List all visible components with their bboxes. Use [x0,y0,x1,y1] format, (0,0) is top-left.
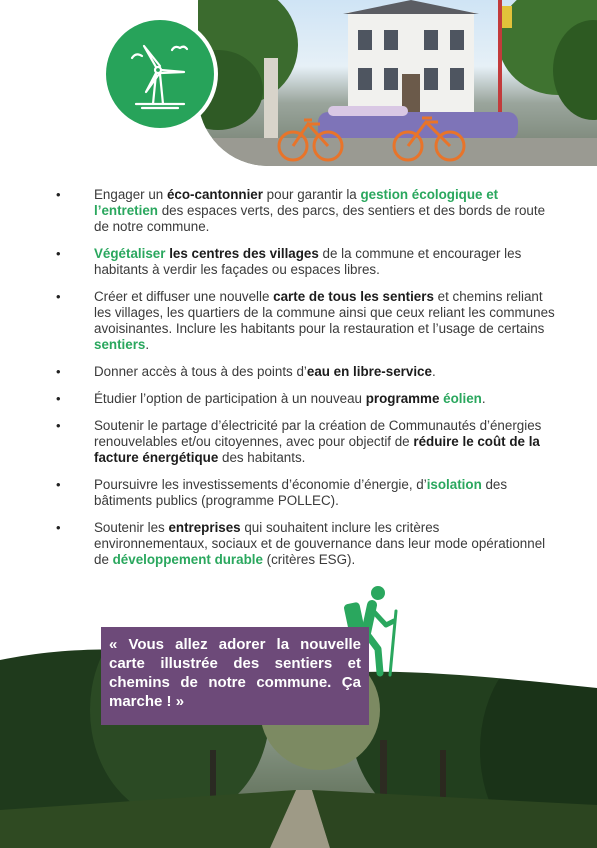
highlight-text: carte de tous les sentiers [273,289,434,304]
list-text: de la commune et encourager les habitants à verdir les façades ou espaces libres. [94,246,522,277]
list-text: des espaces verts, des parcs, des sentiers et des bords de route de notre commune. [94,203,546,234]
list-text: pour garantir la [262,187,361,202]
highlight-text: sentiers [94,337,146,352]
list-text: des bâtiments publics (programme POLLEC). [94,477,508,508]
list-text: Soutenir les [94,520,169,535]
eco-badge [106,20,214,128]
list-text: Créer et diffuser une nouvelle [94,289,274,304]
highlight-text: programme [365,391,440,406]
highlight-text: gestion écologique et l’entretien [94,187,499,218]
bullet-marker: • [56,364,61,379]
bullet-marker: • [56,187,61,202]
bullet-marker: • [56,391,61,406]
quote-box: « Vous allez adorer la nouvelle carte illustrée des sentiers et chemins de notre commune. Ça marche ! » [101,627,369,725]
list-item [56,289,556,353]
list-text: Étudier l’option de participation à un nouveau [94,391,366,406]
highlight-text: les centres des villages [165,246,319,261]
list-item [56,391,556,407]
list-text: . [481,391,486,406]
bullet-marker: • [56,246,61,261]
list-text: Soutenir le partage d’électricité par la création de Communautés d’énergies renouvelables et/ou citoyennes, avec pour objectif de [94,418,542,449]
list-text: (critères ESG). [262,552,356,567]
highlight-text: réduire le coût de la facture énergétique [94,434,540,465]
list-item [56,477,556,509]
highlight-text: isolation [426,477,482,492]
bullet-marker: • [56,520,61,535]
list-item [56,418,556,466]
list-text: Engager un [94,187,167,202]
highlight-text: Végétaliser [94,246,166,261]
list-text: Poursuivre les investissements d’économie d’énergie, d’ [94,477,427,492]
highlight-text: eau en libre-service [306,364,432,379]
list-item [56,520,556,568]
list-item [56,187,556,235]
measures-list [56,187,556,579]
town-hall-illustration [198,0,597,166]
list-text: . [145,337,150,352]
highlight-text: entreprises [168,520,241,535]
bullet-marker: • [56,289,61,304]
list-text: des habitants. [218,450,306,465]
wind-turbine-icon [106,20,214,128]
list-item [56,246,556,278]
bullet-marker: • [56,418,61,433]
highlight-text: développement durable [112,552,263,567]
list-text: . [431,364,436,379]
town-hall-photo [198,0,597,166]
list-text: et chemins reliant les villages, les quartiers de la commune ainsi que ceux reliant les communes avoisinantes. Inclure les habitants pour la restauration et l’usage de certains [94,289,555,336]
bullet-marker: • [56,477,61,492]
list-text: qui souhaitent inclure les critères environnementaux, sociaux et de gouvernance dans leur mode opérationnel de [94,520,546,567]
list-item [56,364,556,380]
list-text: Donner accès à tous à des points d’ [94,364,307,379]
highlight-text: éco-cantonnier [166,187,263,202]
highlight-text: éolien [443,391,482,406]
